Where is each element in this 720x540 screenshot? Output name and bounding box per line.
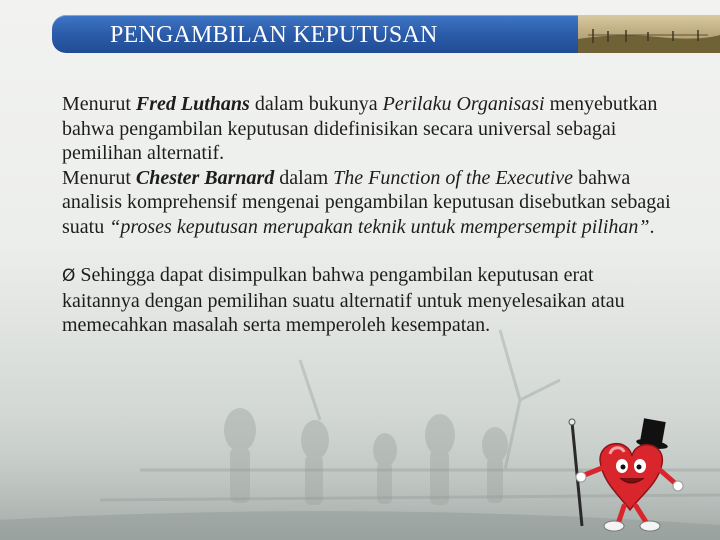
text-span: . bbox=[649, 215, 655, 238]
heart-mascot-icon bbox=[560, 418, 690, 536]
text-span: Menurut bbox=[62, 93, 136, 115]
slide-body bbox=[62, 92, 672, 338]
title-photo-landscape bbox=[578, 15, 720, 53]
text-span: bahwa analisis komprehensif mengenai pengambilan keputusan disebutkan sebagai suatu bbox=[62, 166, 671, 238]
book-title: The Function of the Executive bbox=[333, 166, 574, 189]
book-title: Perilaku Organisasi bbox=[382, 93, 545, 115]
text-span: Menurut bbox=[62, 166, 136, 189]
slide-title: PENGAMBILAN KEPUTUSAN bbox=[110, 22, 438, 48]
paragraph-luthans bbox=[62, 92, 672, 166]
paragraph-barnard bbox=[62, 166, 672, 240]
text-span: dalam bukunya bbox=[249, 93, 383, 115]
conclusion-bullet bbox=[62, 263, 672, 338]
arrow-bullet-icon: Ø bbox=[62, 266, 76, 286]
conclusion-text: Sehingga dapat disimpulkan bahwa pengambilan keputusan erat kaitannya dengan pemilihan suatu alternatif untuk menyelesaikan atau memecahkan masalah serta memperoleh kesempatan. bbox=[62, 264, 625, 336]
quote-text: “proses keputusan merupakan teknik untuk mempersempit pilihan” bbox=[109, 215, 650, 238]
text-span: menyebutkan bahwa pengambilan keputusan didefinisikan secara universal sebagai pemilihan alternatif. bbox=[62, 93, 658, 164]
text-span: dalam bbox=[274, 166, 334, 189]
author-name: Fred Luthans bbox=[135, 93, 250, 115]
author-name: Chester Barnard bbox=[135, 166, 275, 189]
